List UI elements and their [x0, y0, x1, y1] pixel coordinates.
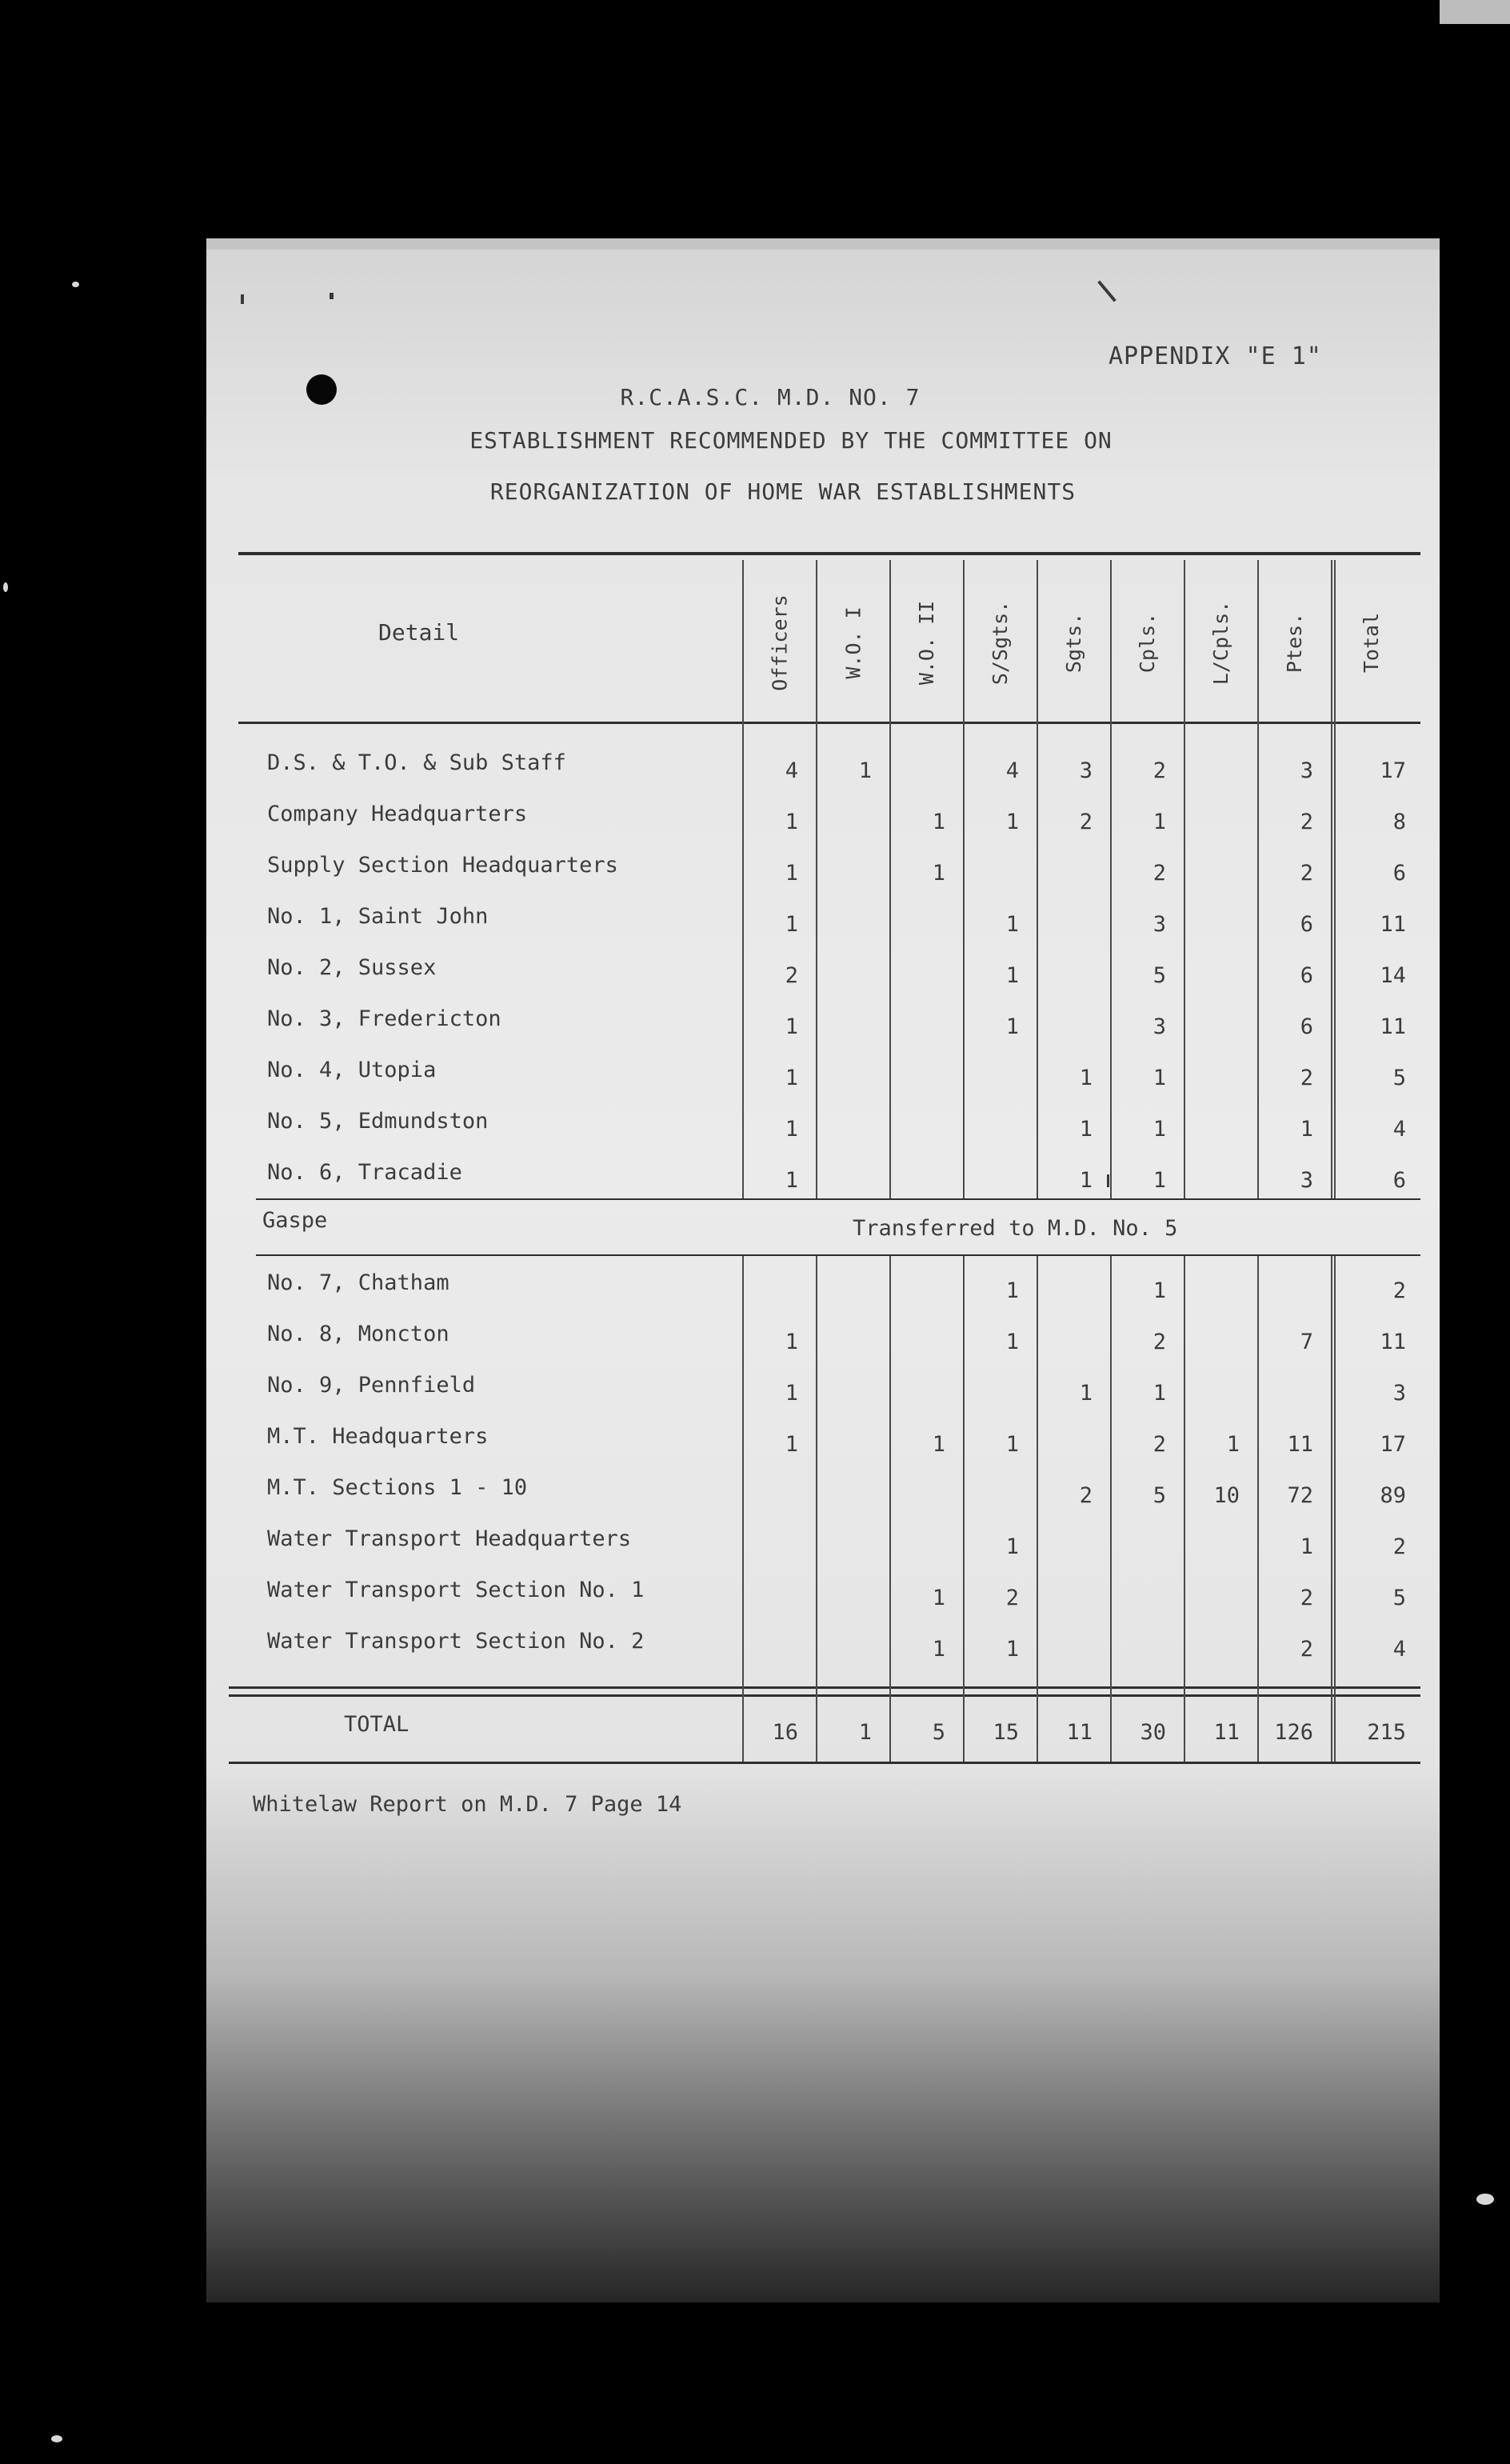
total-ptes: 126	[1274, 1720, 1313, 1745]
col-line	[816, 1256, 817, 1762]
cell-wo2: 1	[932, 1432, 945, 1457]
row-label-gaspe: Gaspe	[262, 1208, 328, 1233]
cell-ssgts: 1	[1005, 963, 1019, 988]
gaspe-transfer-note: Transferred to M.D. No. 5	[853, 1216, 1178, 1241]
row-label: No. 6, Tracadie	[267, 1160, 462, 1185]
cell-ssgts: 4	[1005, 758, 1019, 783]
total-ssgts: 15	[993, 1720, 1019, 1745]
cell-total: 5	[1392, 1586, 1406, 1610]
cell-total: 17	[1380, 1432, 1406, 1457]
cell-cpls: 2	[1152, 1330, 1166, 1354]
total-sgts: 11	[1066, 1720, 1093, 1745]
cell-cpls: 3	[1152, 912, 1166, 937]
cell-wo2: 1	[932, 1586, 945, 1610]
cell-cpls: 1	[1152, 1381, 1166, 1406]
cell-wo2: 1	[932, 810, 945, 834]
cell-cpls: 2	[1152, 1432, 1166, 1457]
column-header-ptes: Ptes.	[1283, 612, 1307, 673]
total-wo2: 5	[932, 1720, 945, 1745]
cell-total: 4	[1392, 1637, 1406, 1662]
cell-cpls: 5	[1152, 963, 1166, 988]
cell-officers: 1	[785, 1381, 798, 1406]
row-label: No. 5, Edmundston	[267, 1109, 489, 1134]
header-bottom-rule	[238, 722, 1420, 724]
cell-lcpls: 1	[1226, 1432, 1240, 1457]
film-edge	[1440, 0, 1510, 24]
cell-ssgts: 2	[1005, 1586, 1019, 1610]
row-label: No. 3, Fredericton	[267, 1006, 501, 1031]
row-label: Supply Section Headquarters	[267, 853, 618, 878]
cell-officers: 1	[785, 1066, 798, 1090]
column-header-sgts: Sgts.	[1062, 612, 1086, 673]
cell-ssgts: 1	[1005, 1278, 1019, 1303]
cell-total: 14	[1380, 963, 1406, 988]
cell-cpls: 2	[1152, 758, 1166, 783]
cell-ssgts: 1	[1005, 1330, 1019, 1354]
total-wo1: 1	[858, 1720, 872, 1745]
cell-officers: 1	[785, 861, 798, 886]
cell-officers: 1	[785, 1117, 798, 1142]
cell-officers: 1	[785, 912, 798, 937]
cell-ssgts: 1	[1005, 912, 1019, 937]
column-header-cpls: Cpls.	[1136, 612, 1160, 673]
col-line	[889, 1256, 891, 1762]
cell-cpls: 1	[1152, 1278, 1166, 1303]
cell-sgts: 1	[1079, 1381, 1093, 1406]
cell-total: 6	[1392, 861, 1406, 886]
paper-edge	[206, 238, 1440, 250]
row-label: No. 7, Chatham	[267, 1270, 449, 1295]
cell-total: 4	[1392, 1117, 1406, 1142]
cell-sgts: 1	[1079, 1117, 1093, 1142]
cell-officers: 1	[785, 1432, 798, 1457]
stray-mark	[330, 293, 334, 299]
cell-total: 11	[1380, 1330, 1406, 1354]
footer-reference: Whitelaw Report on M.D. 7 Page 14	[253, 1792, 682, 1817]
cell-total: 11	[1380, 912, 1406, 937]
cell-wo2: 1	[932, 1637, 945, 1662]
total-top-rule-2	[229, 1694, 1420, 1697]
total-officers: 16	[772, 1720, 798, 1745]
cell-ptes: 1	[1300, 1534, 1313, 1559]
row-label: No. 4, Utopia	[267, 1058, 437, 1082]
col-line	[1331, 1256, 1332, 1762]
table-top-rule	[238, 552, 1420, 555]
cell-total: 11	[1380, 1014, 1406, 1039]
column-header-total: Total	[1360, 612, 1384, 673]
cell-ptes: 2	[1300, 810, 1313, 834]
cell-cpls: 1	[1152, 1168, 1166, 1193]
cell-officers: 2	[785, 963, 798, 988]
cell-ptes: 7	[1300, 1330, 1313, 1354]
appendix-label: APPENDIX "E 1"	[1109, 342, 1322, 370]
gaspe-bottom-rule	[256, 1254, 1420, 1256]
cell-cpls: 1	[1152, 1066, 1166, 1090]
row-label: Water Transport Section No. 1	[267, 1578, 645, 1602]
cell-officers: 4	[785, 758, 798, 783]
row-label: No. 1, Saint John	[267, 904, 489, 929]
cell-ptes: 2	[1300, 1066, 1313, 1090]
row-label: Water Transport Headquarters	[267, 1526, 632, 1551]
total-lcpls: 11	[1213, 1720, 1240, 1745]
cell-sgts: 2	[1079, 810, 1093, 834]
cell-officers: 1	[785, 1330, 798, 1354]
row-label: M.T. Sections 1 - 10	[267, 1475, 528, 1500]
stray-mark	[1097, 280, 1117, 302]
cell-sgts: 1	[1079, 1168, 1093, 1193]
column-header-officers: Officers	[768, 594, 792, 691]
column-header-detail: Detail	[378, 619, 460, 646]
cell-sgts: 2	[1079, 1483, 1093, 1508]
cell-cpls: 2	[1152, 861, 1166, 886]
cell-wo2: 1	[932, 861, 945, 886]
cell-ptes: 11	[1287, 1432, 1313, 1457]
cell-cpls: 3	[1152, 1014, 1166, 1039]
cell-ptes: 3	[1300, 758, 1313, 783]
cell-ssgts: 1	[1005, 1432, 1019, 1457]
cell-ptes: 3	[1300, 1168, 1313, 1193]
row-label: No. 8, Moncton	[267, 1322, 449, 1346]
col-line	[1037, 1256, 1038, 1762]
cell-cpls: 1	[1152, 810, 1166, 834]
film-speck	[72, 282, 79, 287]
col-line	[1334, 1256, 1336, 1762]
film-speck	[1476, 2194, 1494, 2205]
cell-ssgts: 1	[1005, 1014, 1019, 1039]
col-line	[1331, 560, 1332, 1198]
cell-ptes: 1	[1300, 1117, 1313, 1142]
column-header-lcpls: L/Cpls.	[1209, 600, 1233, 685]
total-label: TOTAL	[344, 1712, 409, 1737]
total-total: 215	[1367, 1720, 1406, 1745]
cell-officers: 1	[785, 810, 798, 834]
cell-officers: 1	[785, 1168, 798, 1193]
column-header-wo2: W.O. II	[915, 600, 939, 685]
cell-ptes: 2	[1300, 1637, 1313, 1662]
cell-cpls: 1	[1152, 1117, 1166, 1142]
cell-total: 2	[1392, 1534, 1406, 1559]
cell-ptes: 6	[1300, 912, 1313, 937]
row-label: M.T. Headquarters	[267, 1424, 489, 1449]
film-speck	[51, 2435, 62, 2442]
total-cpls: 30	[1140, 1720, 1166, 1745]
cell-total: 5	[1392, 1066, 1406, 1090]
cell-officers: 1	[785, 1014, 798, 1039]
cell-lcpls: 10	[1213, 1483, 1240, 1508]
row-label: Company Headquarters	[267, 802, 528, 826]
cell-sgts: 3	[1079, 758, 1093, 783]
title-line-3: REORGANIZATION OF HOME WAR ESTABLISHMENTS	[489, 478, 1077, 505]
cell-total: 2	[1392, 1278, 1406, 1303]
cell-total: 17	[1380, 758, 1406, 783]
cell-ptes: 2	[1300, 1586, 1313, 1610]
row-label: No. 9, Pennfield	[267, 1373, 476, 1398]
cell-total: 6	[1392, 1168, 1406, 1193]
gaspe-top-rule	[256, 1198, 1420, 1200]
row-label: Water Transport Section No. 2	[267, 1629, 645, 1654]
total-bottom-rule	[229, 1762, 1420, 1764]
document-page	[206, 238, 1440, 2302]
cell-total: 8	[1392, 810, 1406, 834]
title-line-1: R.C.A.S.C. M.D. NO. 7	[620, 384, 921, 410]
cell-ssgts: 1	[1005, 1534, 1019, 1559]
column-header-wo1: W.O. I	[841, 606, 865, 679]
cell-wo1: 1	[858, 758, 872, 783]
cell-ptes: 72	[1287, 1483, 1313, 1508]
col-line	[1184, 1256, 1185, 1762]
total-top-rule	[229, 1686, 1420, 1689]
cell-ptes: 2	[1300, 861, 1313, 886]
column-header-ssgts: S/Sgts.	[989, 600, 1013, 685]
cell-total: 3	[1392, 1381, 1406, 1406]
cell-ptes: 6	[1300, 1014, 1313, 1039]
cell-cpls: 5	[1152, 1483, 1166, 1508]
film-speck	[3, 582, 8, 592]
cell-ssgts: 1	[1005, 1637, 1019, 1662]
stray-mark	[241, 294, 244, 304]
row-label: D.S. & T.O. & Sub Staff	[267, 750, 566, 775]
title-line-2: ESTABLISHMENT RECOMMENDED BY THE COMMITTEE ON	[469, 427, 1113, 454]
row-label: No. 2, Sussex	[267, 955, 437, 980]
cell-total: 89	[1380, 1483, 1406, 1508]
cell-ptes: 6	[1300, 963, 1313, 988]
cell-ssgts: 1	[1005, 810, 1019, 834]
cell-sgts: 1	[1079, 1066, 1093, 1090]
